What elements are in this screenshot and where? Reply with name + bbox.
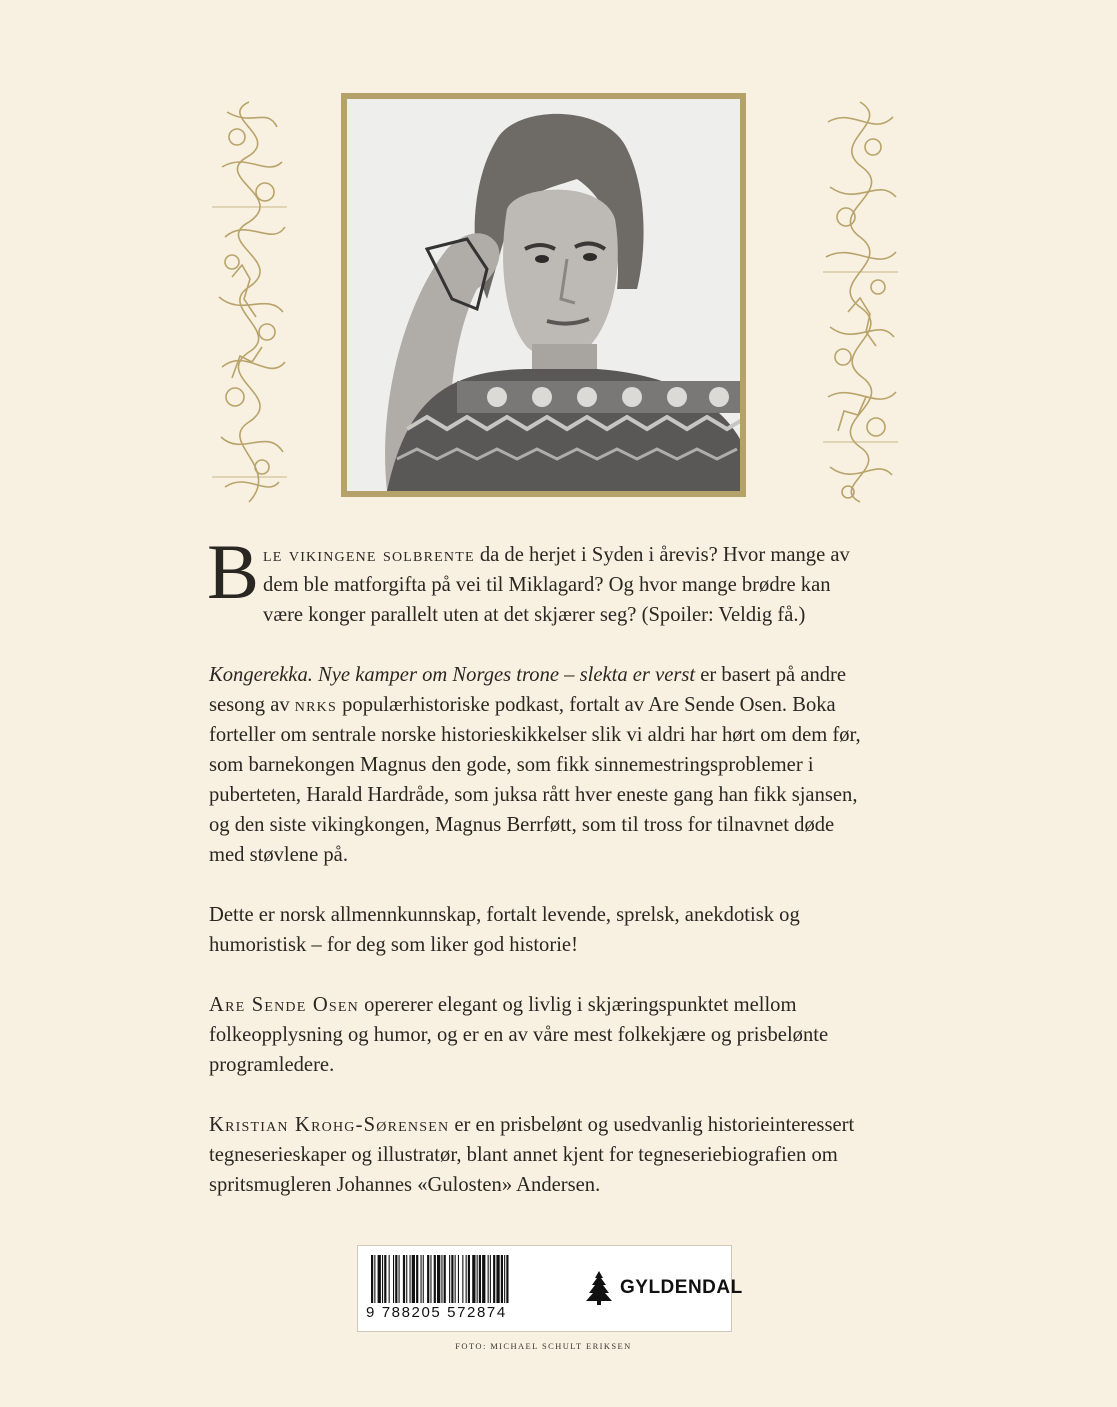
right-viking-ornament [818,97,903,507]
photo-credit: FOTO: MICHAEL SCHULT ERIKSEN [455,1341,632,1351]
book-title: Kongerekka. Nye kamper om Norges trone – slekta er verst [209,664,696,686]
author-name: Are Sende Osen [209,994,359,1016]
intro-paragraph [207,528,869,630]
publisher-name: GYLDENDAL [620,1277,743,1298]
illustrator-name: Kristian Krohg-Sørensen [209,1114,450,1136]
back-cover-text [207,528,869,1230]
intro-text: da de herjet i Syden i årevis? Hvor mange av dem ble matforgifta på vei til Miklagard? Og hvor mange brødre kan være konger parallelt uten at det skjærer seg? (Spoiler: Veldig få.) [263,544,850,626]
nrk-name: nrks [294,694,337,716]
author-photo-frame [341,93,746,497]
tree-icon [584,1270,614,1306]
left-viking-ornament [207,97,292,507]
illustrator-bio-paragraph: Kristian Krohg-Sørensen er en prisbelønt og usedvanlig historieinteressert tegneserieskaper og illustratør, blant annet kjent for tegneseriebiografien om spritsmugleren Johannes «Gulosten» Andersen. [209,1114,855,1196]
barcode-box [357,1245,743,1332]
author-photo [347,99,740,491]
intro-lead: le vikingene solbrente [263,544,475,566]
isbn-barcode [369,1255,569,1303]
publisher-logo [584,1270,743,1306]
dropcap-letter: B [207,528,260,615]
isbn-digits: 9 788205 572874 [366,1304,507,1321]
book-description-paragraph: Kongerekka. Nye kamper om Norges trone – slekta er verst er basert på andre sesong av nrks populærhistoriske podkast, fortalt av Are Sende Osen. Boka forteller om sentrale norske historieskikkelser slik vi aldri har hørt om dem før, som barnekongen Magnus den gode, som fikk sinnemestringsproblemer i puberteten, Harald Hardråde, som juksa rått hver eneste gang han fikk sjansen, og den siste vikingkongen, Magnus Berrføtt, som til tross for tilnavnet døde med støvlene på. [209,664,861,866]
author-bio-paragraph: Are Sende Osen opererer elegant og livlig i skjæringspunktet mellom folkeopplysning og humor, og er en av våre mest folkekjære og prisbelønte programledere. [209,994,829,1076]
summary-paragraph: Dette er norsk allmennkunnskap, fortalt levende, sprelsk, anekdotisk og humoristisk – for deg som liker god historie! [209,904,800,956]
